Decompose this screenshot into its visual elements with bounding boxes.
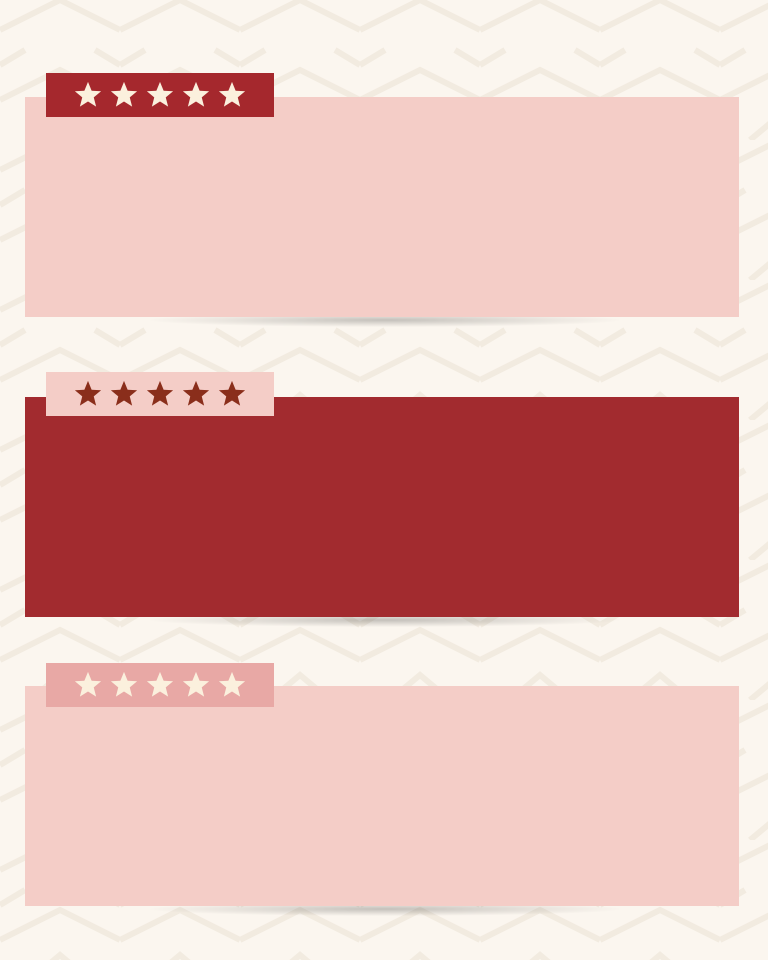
- star-icon: [73, 670, 103, 700]
- star-icon: [217, 80, 247, 110]
- star-icon: [109, 670, 139, 700]
- star-icon: [217, 379, 247, 409]
- star-icon: [181, 670, 211, 700]
- rating-badge: [46, 663, 274, 707]
- star-icon: [145, 670, 175, 700]
- review-card: [25, 97, 739, 317]
- review-card: [25, 397, 739, 617]
- star-icon: [109, 379, 139, 409]
- star-icon: [181, 379, 211, 409]
- star-icon: [73, 379, 103, 409]
- star-icon: [181, 80, 211, 110]
- star-icon: [217, 670, 247, 700]
- rating-badge: [46, 73, 274, 117]
- star-icon: [145, 80, 175, 110]
- star-icon: [145, 379, 175, 409]
- star-icon: [73, 80, 103, 110]
- rating-badge: [46, 372, 274, 416]
- star-icon: [109, 80, 139, 110]
- review-card: [25, 686, 739, 906]
